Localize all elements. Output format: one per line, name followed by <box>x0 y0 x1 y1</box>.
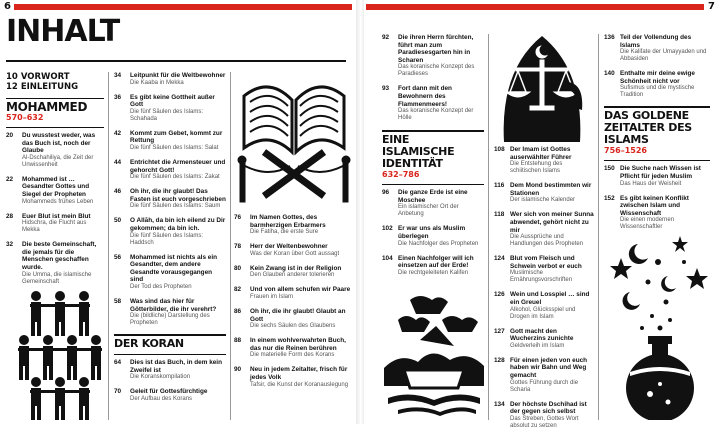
section-title: DAS GOLDENE ZEITALTER DES ISLAMS <box>604 109 692 147</box>
toc-entry[interactable]: 36 Es gibt keine Gottheit außer Gott Die fünf Säulen des Islams: Schahada <box>114 93 215 122</box>
right-page <box>362 0 720 429</box>
toc-entry[interactable]: 86 Oh ihr, die ihr glaubt! Glaubt an Gott Die sechs Säulen des Glaubens <box>234 307 346 330</box>
quran-stand-illustration <box>234 66 354 206</box>
toc-entry[interactable]: 136 Teil der Vollendung des Islams Die Kalifate der Umayyaden und Abbasiden <box>604 34 707 63</box>
toc-entry[interactable]: 104 Einen Nachfolger will ich einsetzen auf der Erde! Die rechtgeleiteten Kalifen <box>382 254 474 276</box>
intro-entry[interactable]: 12 EINLEITUNG <box>6 82 79 92</box>
toc-entry[interactable]: 34 Leitpunkt für die Weltbewohner Die Kaaba in Mekka <box>114 72 226 86</box>
people-pyramid-illustration <box>14 290 106 420</box>
contents-heading: INHALT <box>6 14 120 49</box>
toc-entry[interactable]: 82 Und von allem schufen wir Paare Frauen im Islam <box>234 286 351 300</box>
toc-entry[interactable]: 70 Geleit für Gottesfürchtige Der Aufbau des Korans <box>114 388 208 402</box>
toc-entry[interactable]: 126 Wein und Losspiel … sind ein Greuel Alkohol, Glücksspiel und Drogen im Islam <box>494 291 590 320</box>
page-number-left: 6 <box>4 1 11 12</box>
toc-entry[interactable]: 22 Mohammed ist … Gesandter Gottes und Siegel der Propheten Mohammeds frühes Leben <box>6 175 94 205</box>
column-divider <box>108 72 109 420</box>
contents-column-1 <box>6 72 104 293</box>
toc-entry[interactable]: 152 Es gibt keinen Konflikt zwischen Islam und Wissenschaft Die einen modernen Wissenschaftler <box>604 194 689 231</box>
toc-entry[interactable]: 124 Blut vom Fleisch und Schwein verbot er euch Muslimische Ernährungsvorschriften <box>494 255 582 284</box>
toc-entry[interactable]: 58 Was sind das hier für Götterbilder, die ihr verehrt? Die (bildliche) Darstellung des Propheten <box>114 297 217 327</box>
toc-entry[interactable]: 118 Wer sich von meiner Sunna abwendet, gehört nicht zu mir Die Aussprüche und Handlungen des Propheten <box>494 211 594 248</box>
toc-entry[interactable]: 128 Für einen jeden von euch haben wir Bahn und Weg gemacht Gottes Führung durch die Scharia <box>494 356 588 393</box>
toc-entry[interactable]: 44 Entrichtet die Armensteuer und gehorcht Gott! Die fünf Säulen des Islams: Zakat <box>114 158 226 181</box>
contents-column-2 <box>494 146 594 437</box>
contents-column-3 <box>604 34 710 238</box>
column-divider <box>488 34 489 420</box>
intro-entry[interactable]: 10 VORWORT <box>6 72 70 82</box>
contents-column-2 <box>114 72 226 410</box>
section-der-koran <box>114 334 226 350</box>
toc-entry[interactable]: 56 Mohammed ist nichts als ein Gesandter, dem andere Gesandte vorausgegangen sind Der Tod des Propheten <box>114 253 218 290</box>
page-number-right: 7 <box>708 1 715 12</box>
toc-entry[interactable]: 90 Neu in jedem Zeitalter, frisch für jedes Volk Tafsir, die Kunst der Koranauslegung <box>234 366 349 388</box>
toc-entry[interactable]: 134 Der höchste Dschihad ist der gegen sich selbst Das Streben, Gottes Wort absolut zu setzen <box>494 400 587 429</box>
contents-column-1 <box>382 34 484 284</box>
toc-entry[interactable]: 116 Dem Mond bestimmten wir Stationen Der islamische Kalender <box>494 182 592 204</box>
toc-entry[interactable]: 28 Euer Blut ist mein Blut Hidschra, die Flucht aus Mekka <box>6 212 91 234</box>
toc-entry[interactable]: 92 Die ihren Herrn fürchten, führt man zum Paradiesesgarten hin in Scharen Das koranische Konzept des Paradieses <box>382 34 475 78</box>
toc-entry[interactable]: 50 O Allāh, da bin ich eilend zu Dir gekommen; da bin ich. Die fünf Säulen des Islams: Haddsch <box>114 217 226 246</box>
section-title: DER KORAN <box>114 337 184 351</box>
toc-entry[interactable]: 64 Dies ist das Buch, in dem kein Zweifel ist Die Koranskompilation <box>114 359 222 381</box>
ark-and-clouds-illustration <box>380 290 488 418</box>
section-years: 632–786 <box>382 170 420 180</box>
section-years: 756–1526 <box>604 146 647 156</box>
section-goldenes-zeitalter <box>604 106 710 156</box>
toc-entry[interactable]: 88 In einem wohlverwahrten Buch, das nur die Reinen berühren Die materielle Form des Korans <box>234 337 346 359</box>
section-years: 570–632 <box>6 113 44 122</box>
left-page <box>0 0 358 424</box>
toc-entry[interactable]: 20 Du wusstest weder, was das Buch ist, noch der Glaube Al-Dschahiliya, die Zeit der Unwissenheit <box>6 132 96 168</box>
toc-entry[interactable]: 32 Die beste Gemeinschaft, die jemals für die Menschen geschaffen wurde. Die Umma, die islamische Gemeinschaft <box>6 241 97 285</box>
section-islamische-identitaet <box>382 130 484 180</box>
scales-of-justice-illustration <box>492 30 592 142</box>
section-title: EINE ISLAMISCHE IDENTITÄT <box>382 133 455 171</box>
toc-entry[interactable]: 76 Im Namen Gottes, des barmherzigen Erbarmers Die Fatiha, die erste Sure <box>234 214 326 236</box>
heading-rule <box>6 60 346 62</box>
toc-entry[interactable]: 140 Enthalte mir deine ewige Schönheit nicht vor Sufismus und die mystische Tradition <box>604 70 695 99</box>
flask-with-stars-illustration <box>608 236 712 420</box>
toc-entry[interactable]: 108 Der Imam ist Gottes auserwählter Führer Die Entstehung des schiitischen Islams <box>494 146 572 175</box>
toc-entry[interactable]: 78 Herr der Weltenbewohner Was der Koran über Gott aussagt <box>234 243 340 257</box>
toc-entry[interactable]: 96 Die ganze Erde ist eine Moschee Ein islamischer Ort der Anbetung <box>382 189 468 218</box>
toc-entry[interactable]: 102 Er war uns als Muslim überlegen Die Nachfolger des Propheten <box>382 225 479 247</box>
toc-entry[interactable]: 46 Oh ihr, die ihr glaubt! Das Fasten ist euch vorgeschrieben Die fünf Säulen des Islams: Saum <box>114 188 226 210</box>
toc-entry[interactable]: 80 Kein Zwang ist in der Religion Den Glauben anderer tolerieren <box>234 264 342 279</box>
red-header-bar <box>366 4 704 10</box>
contents-column-3 <box>234 214 352 396</box>
red-header-bar <box>14 4 352 10</box>
section-mohammed <box>6 98 104 123</box>
column-divider <box>230 72 231 420</box>
toc-entry[interactable]: 127 Gott macht den Wucherzins zunichte Geldverleih im Islam <box>494 327 574 349</box>
toc-entry[interactable]: 93 Fort dann mit den Bewohnern des Flammenmeers! Das koranische Konzept der Hölle <box>382 85 474 122</box>
column-divider <box>598 34 599 420</box>
toc-entry[interactable]: 150 Die Suche nach Wissen ist Pflicht für jeden Muslim Das Haus der Weisheit <box>604 165 701 187</box>
section-title: MOHAMMED <box>6 100 88 114</box>
toc-entry[interactable]: 42 Kommt zum Gebet, kommt zur Rettung Die fünf Säulen des Islams: Salat <box>114 129 223 151</box>
